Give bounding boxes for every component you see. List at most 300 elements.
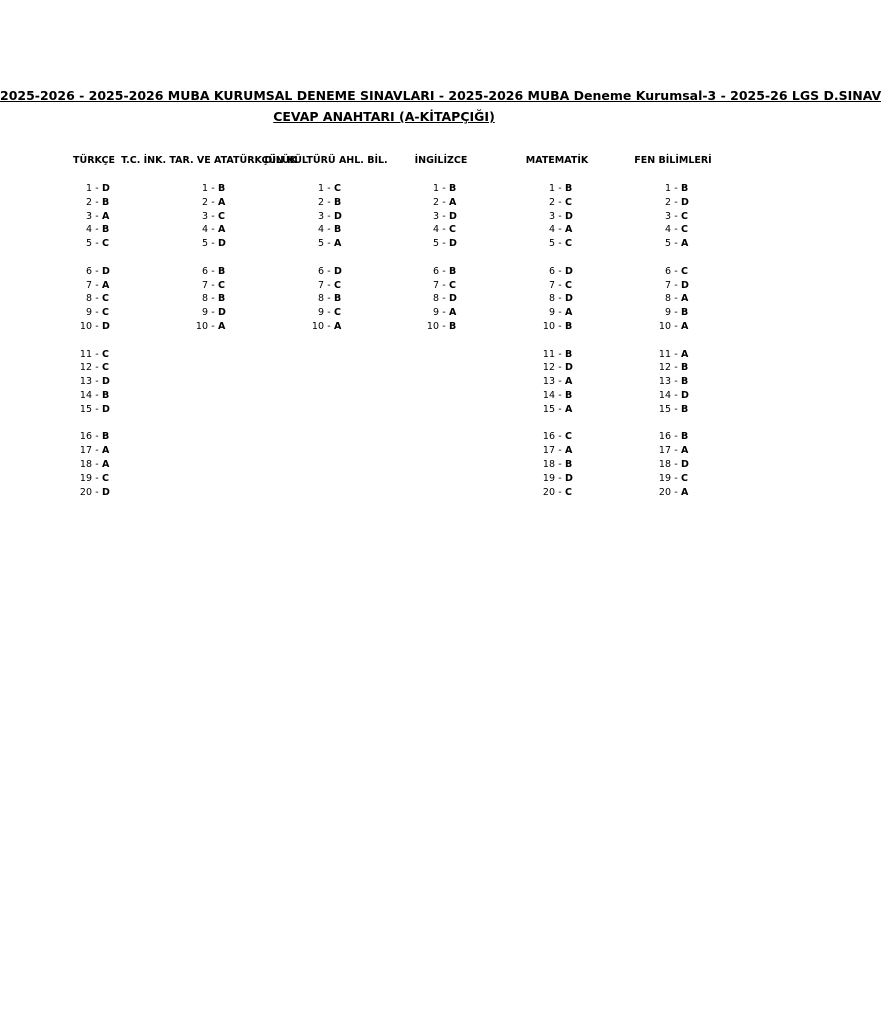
answer-row bbox=[411, 306, 471, 320]
separator-dash: - bbox=[327, 320, 331, 332]
column-header-ingilizce: İNGİLİZCE bbox=[414, 155, 468, 166]
separator-dash: - bbox=[95, 458, 99, 470]
answer-row bbox=[180, 306, 240, 320]
separator-dash: - bbox=[327, 307, 331, 319]
question-number: 9 bbox=[317, 307, 324, 319]
separator-dash: - bbox=[95, 293, 99, 305]
question-number: 4 bbox=[85, 224, 92, 236]
question-number: 17 bbox=[658, 445, 671, 457]
answer-letter: A bbox=[102, 279, 110, 291]
answer-row bbox=[527, 348, 587, 362]
answer-row bbox=[643, 292, 703, 306]
answer-row bbox=[64, 292, 124, 306]
group-gap bbox=[64, 251, 124, 265]
column-header-din: DİN KÜLTÜRÜ AHL. BİL. bbox=[264, 155, 388, 166]
answer-letter: B bbox=[102, 224, 110, 236]
separator-dash: - bbox=[95, 210, 99, 222]
question-number: 10 bbox=[79, 320, 92, 332]
answer-row bbox=[527, 375, 587, 389]
question-number: 19 bbox=[658, 472, 671, 484]
question-number: 10 bbox=[542, 320, 555, 332]
separator-dash: - bbox=[674, 183, 678, 194]
answer-letter: A bbox=[565, 307, 573, 319]
question-number: 13 bbox=[79, 376, 92, 388]
answer-row bbox=[527, 320, 587, 334]
answer-row bbox=[527, 279, 587, 293]
answer-letter: C bbox=[218, 279, 225, 291]
question-number: 9 bbox=[432, 307, 439, 319]
answer-row bbox=[643, 306, 703, 320]
answer-letter: D bbox=[102, 403, 110, 415]
separator-dash: - bbox=[327, 238, 331, 250]
answer-row bbox=[64, 320, 124, 334]
answer-letter: B bbox=[565, 183, 573, 194]
question-number: 10 bbox=[311, 320, 324, 332]
separator-dash: - bbox=[674, 265, 678, 277]
separator-dash: - bbox=[674, 293, 678, 305]
answer-row bbox=[527, 210, 587, 224]
answer-row bbox=[643, 320, 703, 334]
answer-row bbox=[643, 223, 703, 237]
answer-letter: D bbox=[334, 210, 342, 222]
group-gap bbox=[64, 334, 124, 348]
separator-dash: - bbox=[211, 320, 215, 332]
answer-letter: A bbox=[102, 210, 110, 222]
question-number: 7 bbox=[664, 279, 671, 291]
answer-row bbox=[643, 486, 703, 500]
answer-letter: C bbox=[102, 348, 109, 360]
answer-letter: A bbox=[334, 238, 342, 250]
answer-row bbox=[527, 265, 587, 279]
answers-column-ingilizce bbox=[411, 182, 471, 334]
question-number: 3 bbox=[317, 210, 324, 222]
answer-letter: C bbox=[449, 224, 456, 236]
separator-dash: - bbox=[674, 238, 678, 250]
question-number: 7 bbox=[432, 279, 439, 291]
separator-dash: - bbox=[211, 183, 215, 194]
answer-row bbox=[180, 279, 240, 293]
answer-letter: B bbox=[449, 183, 457, 194]
answer-letter: D bbox=[565, 210, 573, 222]
separator-dash: - bbox=[674, 486, 678, 498]
answer-row bbox=[180, 320, 240, 334]
question-number: 7 bbox=[85, 279, 92, 291]
question-number: 3 bbox=[432, 210, 439, 222]
separator-dash: - bbox=[95, 238, 99, 250]
question-number: 9 bbox=[85, 307, 92, 319]
separator-dash: - bbox=[327, 265, 331, 277]
answer-row bbox=[411, 196, 471, 210]
question-number: 4 bbox=[317, 224, 324, 236]
separator-dash: - bbox=[558, 486, 562, 498]
answer-letter: B bbox=[681, 183, 689, 194]
answer-letter: B bbox=[565, 320, 573, 332]
answer-row bbox=[411, 292, 471, 306]
question-number: 10 bbox=[658, 320, 671, 332]
separator-dash: - bbox=[95, 307, 99, 319]
answer-letter: D bbox=[334, 265, 342, 277]
answer-letter: D bbox=[102, 320, 110, 332]
question-number: 14 bbox=[658, 389, 671, 401]
answer-row bbox=[643, 472, 703, 486]
group-gap bbox=[296, 251, 356, 265]
separator-dash: - bbox=[674, 445, 678, 457]
question-number: 4 bbox=[548, 224, 555, 236]
answer-row bbox=[643, 361, 703, 375]
answer-letter: C bbox=[681, 210, 688, 222]
question-number: 12 bbox=[658, 362, 671, 374]
question-number: 13 bbox=[542, 376, 555, 388]
answer-row bbox=[643, 389, 703, 403]
separator-dash: - bbox=[442, 320, 446, 332]
answer-row bbox=[643, 348, 703, 362]
question-number: 4 bbox=[664, 224, 671, 236]
question-number: 6 bbox=[664, 265, 671, 277]
group-gap bbox=[527, 251, 587, 265]
answer-row bbox=[180, 182, 240, 196]
answer-row bbox=[64, 223, 124, 237]
separator-dash: - bbox=[442, 265, 446, 277]
answer-letter: C bbox=[102, 362, 109, 374]
separator-dash: - bbox=[558, 431, 562, 443]
answer-row bbox=[527, 223, 587, 237]
question-number: 16 bbox=[542, 431, 555, 443]
answer-letter: D bbox=[102, 486, 110, 498]
question-number: 11 bbox=[79, 348, 92, 360]
question-number: 5 bbox=[317, 238, 324, 250]
question-number: 15 bbox=[658, 403, 671, 415]
separator-dash: - bbox=[211, 293, 215, 305]
group-gap bbox=[180, 251, 240, 265]
separator-dash: - bbox=[558, 445, 562, 457]
question-number: 10 bbox=[426, 320, 439, 332]
question-number: 4 bbox=[201, 224, 208, 236]
answer-letter: C bbox=[449, 279, 456, 291]
answer-letter: C bbox=[218, 210, 225, 222]
answer-letter: A bbox=[218, 224, 226, 236]
answer-letter: A bbox=[102, 445, 110, 457]
answer-letter: A bbox=[681, 293, 689, 305]
answer-letter: C bbox=[334, 279, 341, 291]
separator-dash: - bbox=[95, 403, 99, 415]
separator-dash: - bbox=[327, 279, 331, 291]
answer-letter: C bbox=[102, 472, 109, 484]
question-number: 17 bbox=[542, 445, 555, 457]
answer-row bbox=[180, 196, 240, 210]
answer-row bbox=[643, 210, 703, 224]
answer-row bbox=[64, 210, 124, 224]
question-number: 8 bbox=[317, 293, 324, 305]
question-number: 14 bbox=[542, 389, 555, 401]
answer-letter: A bbox=[218, 196, 226, 208]
question-number: 1 bbox=[201, 183, 208, 194]
separator-dash: - bbox=[558, 348, 562, 360]
answer-letter: D bbox=[218, 238, 226, 250]
question-number: 8 bbox=[664, 293, 671, 305]
answer-row bbox=[643, 237, 703, 251]
separator-dash: - bbox=[674, 472, 678, 484]
answer-row bbox=[64, 403, 124, 417]
answer-letter: A bbox=[681, 348, 689, 360]
question-number: 2 bbox=[664, 196, 671, 208]
answer-row bbox=[411, 182, 471, 196]
answer-row bbox=[64, 486, 124, 500]
question-number: 7 bbox=[317, 279, 324, 291]
question-number: 1 bbox=[432, 183, 439, 194]
answer-row bbox=[64, 348, 124, 362]
separator-dash: - bbox=[674, 403, 678, 415]
separator-dash: - bbox=[95, 376, 99, 388]
answer-letter: C bbox=[565, 238, 572, 250]
answer-letter: C bbox=[102, 307, 109, 319]
answer-row bbox=[527, 472, 587, 486]
answer-letter: A bbox=[102, 458, 110, 470]
separator-dash: - bbox=[674, 224, 678, 236]
answer-row bbox=[180, 223, 240, 237]
separator-dash: - bbox=[442, 210, 446, 222]
column-header-fen: FEN BİLİMLERİ bbox=[634, 155, 712, 166]
answer-letter: C bbox=[565, 279, 572, 291]
answers-column-matematik bbox=[527, 182, 587, 499]
answer-letter: C bbox=[102, 293, 109, 305]
separator-dash: - bbox=[442, 238, 446, 250]
question-number: 5 bbox=[201, 238, 208, 250]
group-gap bbox=[411, 251, 471, 265]
answer-letter: D bbox=[218, 307, 226, 319]
separator-dash: - bbox=[211, 210, 215, 222]
answer-row bbox=[527, 430, 587, 444]
answer-letter: A bbox=[681, 320, 689, 332]
answer-row bbox=[527, 361, 587, 375]
answer-letter: D bbox=[102, 265, 110, 277]
question-number: 7 bbox=[548, 279, 555, 291]
separator-dash: - bbox=[211, 279, 215, 291]
answer-letter: D bbox=[681, 196, 689, 208]
answer-letter: B bbox=[565, 458, 573, 470]
question-number: 12 bbox=[542, 362, 555, 374]
question-number: 2 bbox=[432, 196, 439, 208]
separator-dash: - bbox=[558, 183, 562, 194]
answer-row bbox=[296, 320, 356, 334]
answer-letter: B bbox=[334, 196, 342, 208]
answer-letter: B bbox=[681, 307, 689, 319]
separator-dash: - bbox=[327, 210, 331, 222]
question-number: 3 bbox=[548, 210, 555, 222]
answer-letter: B bbox=[218, 293, 226, 305]
question-number: 5 bbox=[85, 238, 92, 250]
answer-letter: C bbox=[334, 183, 341, 194]
question-number: 20 bbox=[658, 486, 671, 498]
answer-letter: B bbox=[681, 431, 689, 443]
question-number: 5 bbox=[548, 238, 555, 250]
answer-letter: C bbox=[565, 196, 572, 208]
question-number: 1 bbox=[548, 183, 555, 194]
question-number: 17 bbox=[79, 445, 92, 457]
separator-dash: - bbox=[442, 279, 446, 291]
answer-row bbox=[64, 237, 124, 251]
question-number: 2 bbox=[317, 196, 324, 208]
question-number: 3 bbox=[201, 210, 208, 222]
question-number: 11 bbox=[542, 348, 555, 360]
separator-dash: - bbox=[95, 431, 99, 443]
group-gap bbox=[64, 417, 124, 431]
answer-letter: B bbox=[681, 362, 689, 374]
answer-row bbox=[64, 196, 124, 210]
answer-row bbox=[64, 389, 124, 403]
answer-row bbox=[643, 458, 703, 472]
answer-row bbox=[527, 458, 587, 472]
separator-dash: - bbox=[558, 238, 562, 250]
column-header-turkce: TÜRKÇE bbox=[73, 155, 115, 166]
separator-dash: - bbox=[211, 265, 215, 277]
separator-dash: - bbox=[95, 320, 99, 332]
question-number: 9 bbox=[664, 307, 671, 319]
answer-row bbox=[643, 196, 703, 210]
separator-dash: - bbox=[95, 224, 99, 236]
answer-letter: A bbox=[565, 376, 573, 388]
question-number: 20 bbox=[542, 486, 555, 498]
answer-letter: A bbox=[565, 445, 573, 457]
question-number: 2 bbox=[548, 196, 555, 208]
question-number: 3 bbox=[85, 210, 92, 222]
question-number: 14 bbox=[79, 389, 92, 401]
answer-letter: D bbox=[449, 238, 457, 250]
separator-dash: - bbox=[558, 403, 562, 415]
separator-dash: - bbox=[674, 362, 678, 374]
answer-letter: B bbox=[681, 376, 689, 388]
answer-row bbox=[64, 306, 124, 320]
question-number: 3 bbox=[664, 210, 671, 222]
question-number: 5 bbox=[432, 238, 439, 250]
answer-letter: C bbox=[565, 431, 572, 443]
separator-dash: - bbox=[558, 293, 562, 305]
answer-letter: D bbox=[449, 293, 457, 305]
answer-letter: A bbox=[449, 307, 457, 319]
separator-dash: - bbox=[95, 486, 99, 498]
answer-letter: B bbox=[681, 403, 689, 415]
question-number: 20 bbox=[79, 486, 92, 498]
answer-row bbox=[296, 196, 356, 210]
separator-dash: - bbox=[442, 224, 446, 236]
answer-letter: D bbox=[681, 279, 689, 291]
answer-row bbox=[64, 279, 124, 293]
answer-row bbox=[527, 292, 587, 306]
answer-letter: C bbox=[102, 238, 109, 250]
separator-dash: - bbox=[95, 265, 99, 277]
answer-letter: B bbox=[218, 265, 226, 277]
answer-letter: A bbox=[449, 196, 457, 208]
answer-letter: D bbox=[681, 458, 689, 470]
answer-row bbox=[180, 292, 240, 306]
separator-dash: - bbox=[674, 431, 678, 443]
answer-row bbox=[527, 306, 587, 320]
separator-dash: - bbox=[674, 279, 678, 291]
separator-dash: - bbox=[95, 445, 99, 457]
answer-letter: B bbox=[102, 196, 110, 208]
answer-letter: D bbox=[102, 183, 110, 194]
question-number: 5 bbox=[664, 238, 671, 250]
question-number: 9 bbox=[201, 307, 208, 319]
answer-row bbox=[527, 389, 587, 403]
answers-column-fen bbox=[643, 182, 703, 499]
question-number: 10 bbox=[195, 320, 208, 332]
answer-letter: A bbox=[565, 403, 573, 415]
question-number: 18 bbox=[542, 458, 555, 470]
question-number: 15 bbox=[542, 403, 555, 415]
separator-dash: - bbox=[558, 320, 562, 332]
question-number: 16 bbox=[79, 431, 92, 443]
answer-row bbox=[527, 486, 587, 500]
answer-letter: B bbox=[449, 320, 457, 332]
answer-letter: C bbox=[681, 472, 688, 484]
answer-row bbox=[643, 182, 703, 196]
question-number: 13 bbox=[658, 376, 671, 388]
answer-letter: A bbox=[218, 320, 226, 332]
separator-dash: - bbox=[95, 348, 99, 360]
answer-row bbox=[411, 223, 471, 237]
separator-dash: - bbox=[558, 362, 562, 374]
answer-row bbox=[643, 430, 703, 444]
separator-dash: - bbox=[674, 389, 678, 401]
answer-letter: B bbox=[102, 431, 110, 443]
separator-dash: - bbox=[558, 279, 562, 291]
question-number: 18 bbox=[658, 458, 671, 470]
separator-dash: - bbox=[95, 196, 99, 208]
answer-letter: D bbox=[565, 265, 573, 277]
answer-row bbox=[527, 403, 587, 417]
answer-row bbox=[643, 403, 703, 417]
answer-letter: D bbox=[565, 293, 573, 305]
separator-dash: - bbox=[211, 196, 215, 208]
answer-row bbox=[296, 182, 356, 196]
separator-dash: - bbox=[95, 389, 99, 401]
answer-row bbox=[296, 237, 356, 251]
answer-row bbox=[296, 306, 356, 320]
answer-row bbox=[643, 265, 703, 279]
question-number: 2 bbox=[85, 196, 92, 208]
answer-row bbox=[527, 182, 587, 196]
answer-row bbox=[296, 292, 356, 306]
question-number: 4 bbox=[432, 224, 439, 236]
separator-dash: - bbox=[95, 279, 99, 291]
answer-letter: D bbox=[102, 376, 110, 388]
group-gap bbox=[527, 417, 587, 431]
answer-row bbox=[296, 223, 356, 237]
separator-dash: - bbox=[674, 307, 678, 319]
separator-dash: - bbox=[327, 293, 331, 305]
column-header-inkilap: T.C. İNK. TAR. VE ATATÜRKÇÜLÜK bbox=[121, 155, 297, 166]
group-gap bbox=[643, 334, 703, 348]
question-number: 1 bbox=[85, 183, 92, 194]
separator-dash: - bbox=[211, 224, 215, 236]
question-number: 6 bbox=[317, 265, 324, 277]
separator-dash: - bbox=[674, 458, 678, 470]
answer-row bbox=[643, 444, 703, 458]
answer-row bbox=[64, 182, 124, 196]
answer-row bbox=[64, 458, 124, 472]
answer-row bbox=[64, 430, 124, 444]
answers-column-din bbox=[296, 182, 356, 334]
separator-dash: - bbox=[442, 307, 446, 319]
answer-letter: B bbox=[449, 265, 457, 277]
answer-row bbox=[64, 444, 124, 458]
answer-letter: B bbox=[334, 293, 342, 305]
separator-dash: - bbox=[327, 183, 331, 194]
separator-dash: - bbox=[674, 196, 678, 208]
separator-dash: - bbox=[95, 472, 99, 484]
answer-letter: C bbox=[681, 265, 688, 277]
question-number: 8 bbox=[85, 293, 92, 305]
